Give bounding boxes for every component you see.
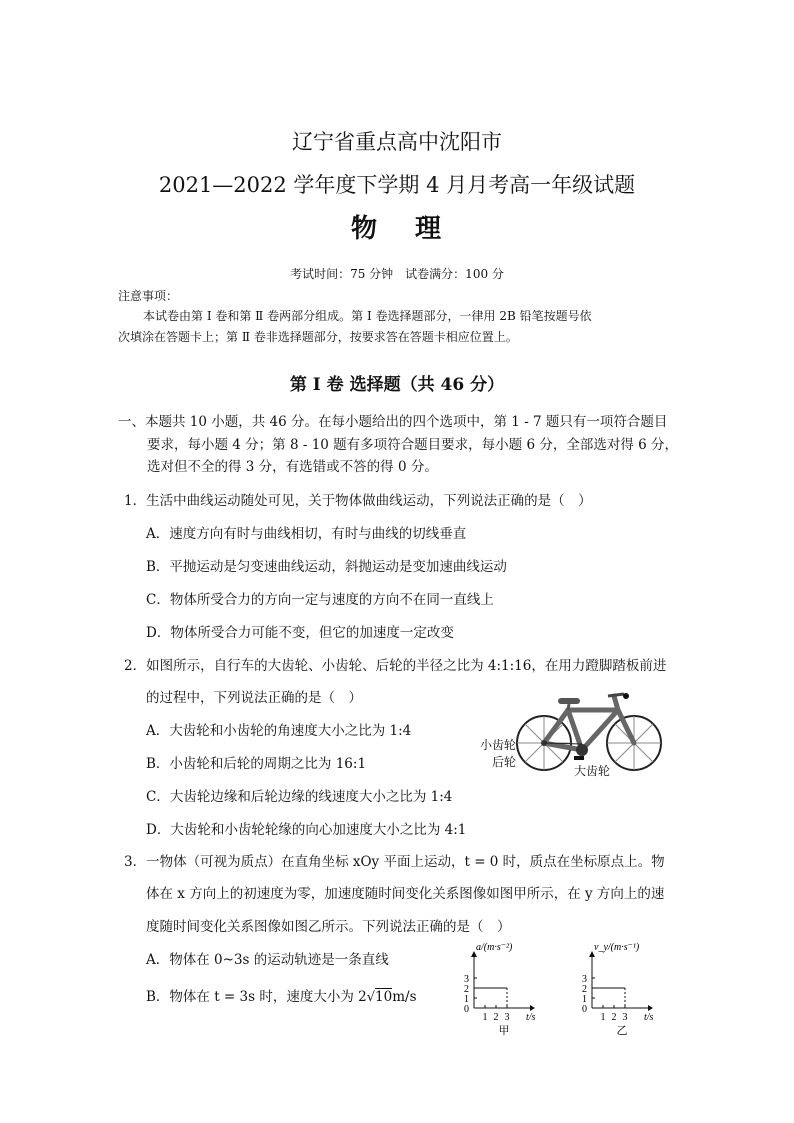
x-tick-label: 2 [611, 1012, 617, 1023]
section-intro-2: 要求，每小题 4 分；第 8 - 10 题有多项符合题目要求，每小题 6 分，全部选对得 6 分， [147, 437, 679, 453]
notice-line-2: 次填涂在答题卡上；第 Ⅱ 卷非选择题部分，按要求答在答题卡相应位置上。 [118, 330, 518, 344]
notice-line-1: 本试卷由第 Ⅰ 卷和第 Ⅱ 卷两部分组成。第 Ⅰ 卷选择题部分，一律用 2B 铅笔按题号依 [143, 309, 592, 323]
section-title: 第 Ⅰ 卷 选择题（共 46 分） [289, 375, 505, 395]
subject-char-2: 理 [415, 214, 444, 244]
y-tick-label: 1 [464, 994, 469, 1005]
q1-option-d: D．物体所受合力可能不变，但它的加速度一定改变 [146, 625, 454, 641]
sqrt-sign: √ [366, 990, 376, 1005]
label-big-gear: 大齿轮 [574, 764, 611, 778]
x-axis-arrow [530, 1005, 535, 1011]
y-tick-label: 1 [582, 994, 587, 1005]
q1-stem: 1．生活中曲线运动随处可见，关于物体做曲线运动，下列说法正确的是（ ） [124, 493, 592, 509]
sqrt-radicand: 10 [375, 989, 393, 1005]
q3-stem-3: 度随时间变化关系图像如图乙所示。下列说法正确的是（ ） [146, 919, 511, 935]
y-tick-label: 2 [464, 984, 469, 995]
q2-option-d: D．大齿轮和小齿轮轮缘的向心加速度大小之比为 4:1 [146, 822, 467, 838]
q2-option-c: C．大齿轮边缘和后轮边缘的线速度大小之比为 1:4 [146, 789, 453, 805]
chart-caption: 甲 [498, 1025, 510, 1036]
x-axis-label: t/s [526, 1012, 536, 1023]
q3-option-b [146, 985, 417, 1005]
notice-title: 注意事项： [118, 289, 179, 303]
school-title: 辽宁省重点高中沈阳市 [292, 130, 502, 154]
chart-yi [566, 942, 676, 1036]
exam-title: 2021—2022 学年度下学期 4 月月考高一年级试题 [158, 173, 636, 197]
x-tick-label: 3 [504, 1012, 510, 1023]
q2-option-b: B．小齿轮和后轮的周期之比为 16:1 [146, 756, 367, 772]
x-tick-label: 2 [493, 1012, 499, 1023]
x-tick-label: 3 [622, 1012, 628, 1023]
y-tick-label: 2 [582, 984, 587, 995]
section-intro-1: 一、本题共 10 小题，共 46 分。在每小题给出的四个选项中，第 1 - 7 题只有一项符合题目 [118, 414, 668, 430]
chart-caption: 乙 [616, 1025, 628, 1036]
y-tick-label: 3 [464, 974, 469, 985]
x-tick-label: 1 [482, 1012, 488, 1023]
q3-option-a: A．物体在 0~3s 的运动轨迹是一条直线 [146, 952, 389, 968]
subject-char-1: 物 [350, 214, 379, 244]
y-tick-label: 3 [582, 974, 587, 985]
q1-option-c: C．物体所受合力的方向一定与速度的方向不在同一直线上 [146, 592, 494, 608]
big-gear-shape [576, 744, 588, 756]
speed-unit: m/s [392, 989, 417, 1005]
y-axis-label: v_y/(m·s⁻¹) [594, 942, 640, 953]
x-axis-arrow [648, 1005, 653, 1011]
section-intro-3: 选对但不全的得 3 分，有选错或不答的得 0 分。 [147, 459, 438, 475]
q3-stem-1: 3．一物体（可视为质点）在直角坐标 xOy 平面上运动，t = 0 时，质点在坐标原点上。物 [124, 854, 665, 870]
y-axis-label: a/(m·s⁻²) [476, 942, 513, 953]
x-axis-label: t/s [644, 1012, 654, 1023]
chart-jia [448, 942, 558, 1036]
subject-title [0, 208, 794, 245]
q3-option-b-text: B．物体在 t = 3s 时，速度大小为 2 [146, 989, 367, 1005]
x-tick-label: 1 [600, 1012, 606, 1023]
exam-time-info: 考试时间：75 分钟 试卷满分：100 分 [290, 267, 504, 281]
label-rear-wheel: 后轮 [492, 755, 517, 769]
q2-option-a: A．大齿轮和小齿轮的角速度大小之比为 1:4 [146, 723, 412, 739]
q1-option-a: A．速度方向有时与曲线相切，有时与曲线的切线垂直 [146, 526, 467, 542]
q2-stem-1: 2．如图所示，自行车的大齿轮、小齿轮、后轮的半径之比为 4:1:16，在用力蹬脚踏板前进 [124, 658, 667, 674]
label-small-gear: 小齿轮 [480, 738, 517, 752]
saddle-shape [558, 698, 580, 704]
q3-stem-2: 体在 x 方向上的初速度为零，加速度随时间变化关系图像如图甲所示，在 y 方向上的速 [146, 886, 665, 902]
q2-stem-2: 的过程中，下列说法正确的是（ ） [146, 690, 362, 706]
y-tick-label: 0 [582, 1004, 587, 1015]
y-tick-label: 0 [464, 1004, 469, 1015]
q1-option-b: B．平抛运动是匀变速曲线运动，斜抛运动是变加速曲线运动 [146, 559, 507, 575]
